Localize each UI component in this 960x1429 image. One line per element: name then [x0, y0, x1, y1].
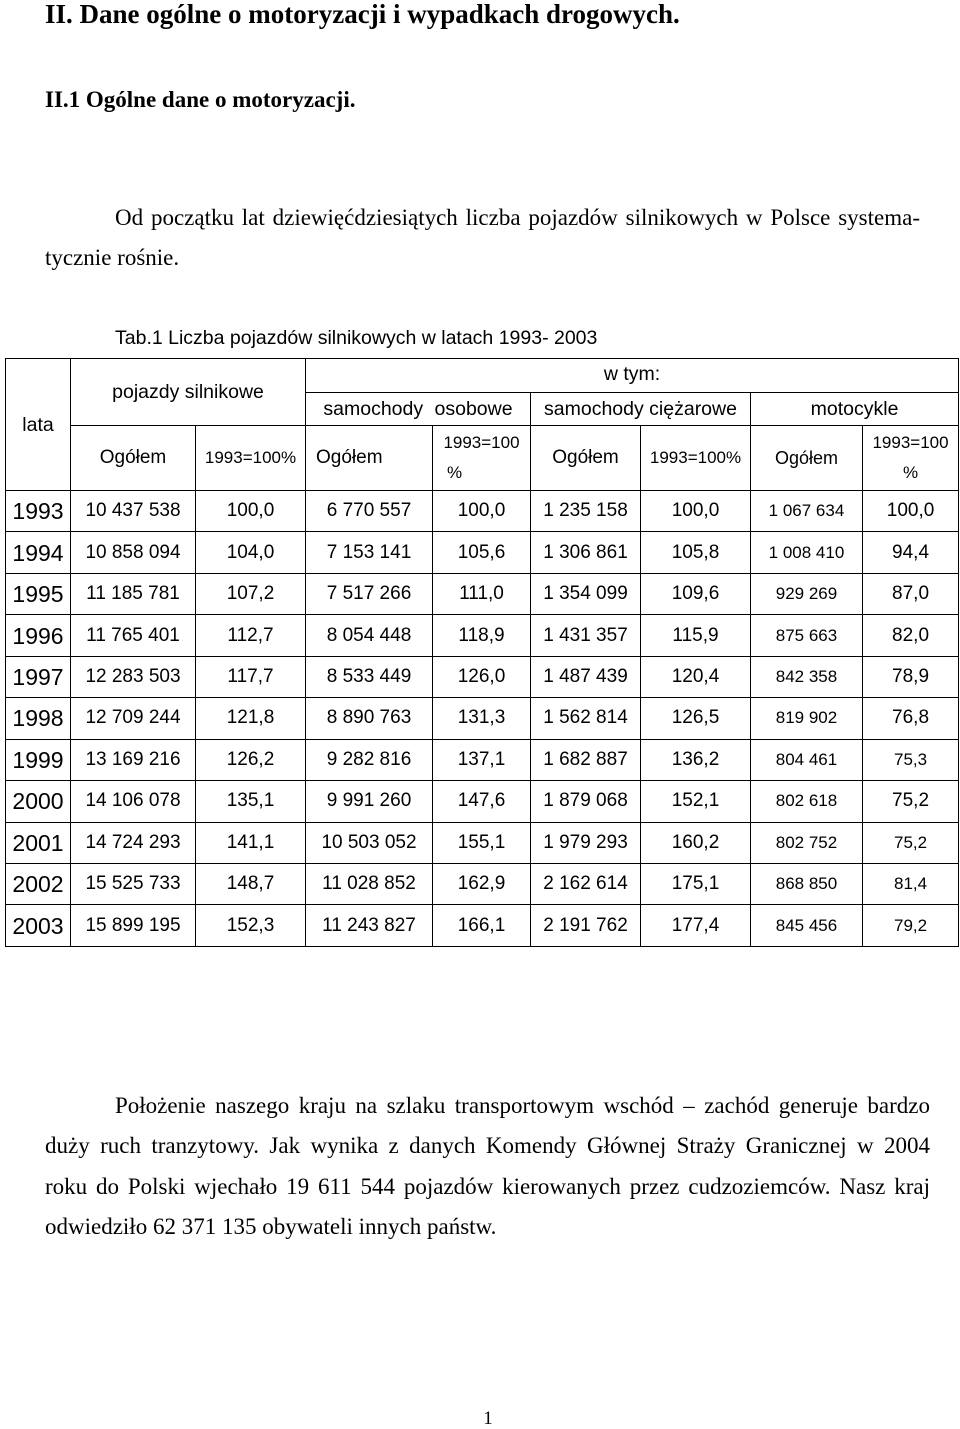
vehicles-index-cell: 112,7	[196, 615, 306, 656]
motorcycles-index-cell: 75,3	[863, 739, 959, 780]
table-row	[6, 739, 959, 780]
header-passenger-cars: samochody osobowe	[306, 393, 531, 426]
intro-paragraph-line: tycznie rośnie.	[45, 245, 180, 270]
table-row	[6, 698, 959, 739]
passenger-cars-index-cell: 131,3	[433, 698, 531, 739]
table-row	[6, 781, 959, 822]
subheader-passenger-cars-total: Ogółem	[306, 426, 433, 491]
trucks-total-cell: 1 487 439	[531, 656, 641, 697]
trucks-total-cell: 1 879 068	[531, 781, 641, 822]
passenger-cars-index-cell: 105,6	[433, 532, 531, 573]
table-row	[6, 573, 959, 614]
year-cell: 1995	[6, 573, 71, 614]
header-motor-vehicles: pojazdy silnikowe	[71, 359, 306, 426]
passenger-cars-index-cell: 137,1	[433, 739, 531, 780]
motorcycles-total-cell: 842 358	[751, 656, 863, 697]
year-cell: 2003	[6, 905, 71, 946]
trucks-index-cell: 100,0	[641, 491, 751, 532]
trucks-total-cell: 1 306 861	[531, 532, 641, 573]
subheader-passenger-cars-index	[433, 426, 531, 491]
trucks-index-cell: 120,4	[641, 656, 751, 697]
trucks-total-cell: 1 354 099	[531, 573, 641, 614]
passenger-cars-index-cell: 162,9	[433, 863, 531, 904]
transit-paragraph-line: Położenie naszego kraju na szlaku transportowym wschód – zachód generuje bardzo	[115, 1093, 930, 1118]
trucks-index-cell: 175,1	[641, 863, 751, 904]
passenger-cars-index-cell: 111,0	[433, 573, 531, 614]
header-row-subheaders	[6, 426, 959, 491]
vehicles-index-cell: 100,0	[196, 491, 306, 532]
subheader-vehicles-total: Ogółem	[71, 426, 196, 491]
vehicles-total-cell: 15 899 195	[71, 905, 196, 946]
header-years: lata	[6, 359, 71, 491]
table-row	[6, 905, 959, 946]
header-motorcycles: motocykle	[751, 393, 959, 426]
header-row-groups	[6, 359, 959, 393]
passenger-cars-index-cell: 100,0	[433, 491, 531, 532]
passenger-cars-total-cell: 7 517 266	[306, 573, 433, 614]
chapter-heading: II. Dane ogólne o motoryzacji i wypadkach drogowych.	[45, 0, 680, 29]
vehicles-index-cell: 126,2	[196, 739, 306, 780]
trucks-index-cell: 136,2	[641, 739, 751, 780]
vehicles-table	[5, 358, 959, 947]
passenger-cars-total-cell: 9 991 260	[306, 781, 433, 822]
motorcycles-index-cell: 75,2	[863, 822, 959, 863]
motorcycles-index-cell: 79,2	[863, 905, 959, 946]
subheader-percent-sign: %	[902, 463, 919, 482]
section-heading: II.1 Ogólne dane o motoryzacji.	[45, 87, 356, 112]
trucks-total-cell: 2 162 614	[531, 863, 641, 904]
year-cell: 1999	[6, 739, 71, 780]
vehicles-total-cell: 12 283 503	[71, 656, 196, 697]
passenger-cars-total-cell: 7 153 141	[306, 532, 433, 573]
trucks-index-cell: 126,5	[641, 698, 751, 739]
table-body	[6, 491, 959, 947]
vehicles-index-cell: 121,8	[196, 698, 306, 739]
motorcycles-total-cell: 819 902	[751, 698, 863, 739]
year-cell: 2000	[6, 781, 71, 822]
vehicles-total-cell: 14 724 293	[71, 822, 196, 863]
passenger-cars-total-cell: 11 028 852	[306, 863, 433, 904]
trucks-total-cell: 1 431 357	[531, 615, 641, 656]
trucks-total-cell: 1 682 887	[531, 739, 641, 780]
vehicles-total-cell: 14 106 078	[71, 781, 196, 822]
year-cell: 2001	[6, 822, 71, 863]
year-cell: 1994	[6, 532, 71, 573]
trucks-index-cell: 109,6	[641, 573, 751, 614]
motorcycles-index-cell: 87,0	[863, 573, 959, 614]
table-row	[6, 615, 959, 656]
vehicles-total-cell: 11 765 401	[71, 615, 196, 656]
vehicles-index-cell: 107,2	[196, 573, 306, 614]
subheader-trucks-total: Ogółem	[531, 426, 641, 491]
vehicles-total-cell: 12 709 244	[71, 698, 196, 739]
motorcycles-total-cell: 868 850	[751, 863, 863, 904]
transit-paragraph-line: roku do Polski wjechało 19 611 544 pojazdów kierowanych przez cudzoziemców. Nasz kraj	[45, 1174, 930, 1199]
vehicles-index-cell: 148,7	[196, 863, 306, 904]
motorcycles-total-cell: 802 618	[751, 781, 863, 822]
passenger-cars-index-cell: 166,1	[433, 905, 531, 946]
passenger-cars-index-cell: 118,9	[433, 615, 531, 656]
trucks-total-cell: 2 191 762	[531, 905, 641, 946]
passenger-cars-total-cell: 9 282 816	[306, 739, 433, 780]
passenger-cars-index-cell: 126,0	[433, 656, 531, 697]
vehicles-total-cell: 10 858 094	[71, 532, 196, 573]
year-cell: 2002	[6, 863, 71, 904]
vehicles-total-cell: 15 525 733	[71, 863, 196, 904]
transit-paragraph-line: duży ruch tranzytowy. Jak wynika z danych Komendy Głównej Straży Granicznej w 2004	[45, 1133, 930, 1158]
motorcycles-index-cell: 75,2	[863, 781, 959, 822]
motorcycles-index-cell: 76,8	[863, 698, 959, 739]
trucks-index-cell: 105,8	[641, 532, 751, 573]
motorcycles-index-cell: 81,4	[863, 863, 959, 904]
passenger-cars-index-cell: 155,1	[433, 822, 531, 863]
year-cell: 1996	[6, 615, 71, 656]
table-row	[6, 656, 959, 697]
motorcycles-total-cell: 845 456	[751, 905, 863, 946]
subheader-percent-sign: %	[447, 463, 463, 482]
passenger-cars-total-cell: 6 770 557	[306, 491, 433, 532]
passenger-cars-total-cell: 8 533 449	[306, 656, 433, 697]
motorcycles-index-cell: 78,9	[863, 656, 959, 697]
vehicles-index-cell: 141,1	[196, 822, 306, 863]
subheader-index-label: 1993=100	[443, 433, 520, 452]
page-number: 1	[483, 1408, 493, 1429]
subheader-motorcycles-index	[863, 426, 959, 491]
subheader-trucks-index: 1993=100%	[641, 426, 751, 491]
vehicles-index-cell: 117,7	[196, 656, 306, 697]
passenger-cars-total-cell: 10 503 052	[306, 822, 433, 863]
motorcycles-total-cell: 804 461	[751, 739, 863, 780]
passenger-cars-total-cell: 8 054 448	[306, 615, 433, 656]
header-of-which: w tym:	[306, 359, 959, 393]
vehicles-total-cell: 11 185 781	[71, 573, 196, 614]
intro-paragraph-line: Od początku lat dziewięćdziesiątych liczba pojazdów silnikowych w Polsce systema-	[115, 205, 920, 230]
transit-paragraph-line: odwiedziło 62 371 135 obywateli innych państw.	[45, 1214, 497, 1239]
trucks-total-cell: 1 562 814	[531, 698, 641, 739]
trucks-total-cell: 1 979 293	[531, 822, 641, 863]
vehicles-total-cell: 10 437 538	[71, 491, 196, 532]
motorcycles-total-cell: 875 663	[751, 615, 863, 656]
motorcycles-index-cell: 82,0	[863, 615, 959, 656]
table-caption: Tab.1 Liczba pojazdów silnikowych w latach 1993- 2003	[115, 327, 598, 349]
motorcycles-total-cell: 1 067 634	[751, 491, 863, 532]
vehicles-index-cell: 152,3	[196, 905, 306, 946]
year-cell: 1997	[6, 656, 71, 697]
vehicles-total-cell: 13 169 216	[71, 739, 196, 780]
passenger-cars-index-cell: 147,6	[433, 781, 531, 822]
motorcycles-total-cell: 1 008 410	[751, 532, 863, 573]
vehicles-index-cell: 104,0	[196, 532, 306, 573]
subheader-motorcycles-total: Ogółem	[751, 426, 863, 491]
passenger-cars-total-cell: 8 890 763	[306, 698, 433, 739]
trucks-index-cell: 115,9	[641, 615, 751, 656]
passenger-cars-total-cell: 11 243 827	[306, 905, 433, 946]
year-cell: 1993	[6, 491, 71, 532]
table-row	[6, 491, 959, 532]
motorcycles-total-cell: 929 269	[751, 573, 863, 614]
subheader-index-label: 1993=100	[872, 433, 949, 452]
motorcycles-index-cell: 100,0	[863, 491, 959, 532]
trucks-index-cell: 160,2	[641, 822, 751, 863]
motorcycles-total-cell: 802 752	[751, 822, 863, 863]
vehicles-index-cell: 135,1	[196, 781, 306, 822]
subheader-vehicles-index: 1993=100%	[196, 426, 306, 491]
table-row	[6, 822, 959, 863]
motorcycles-index-cell: 94,4	[863, 532, 959, 573]
table-row	[6, 532, 959, 573]
header-trucks: samochody ciężarowe	[531, 393, 751, 426]
trucks-total-cell: 1 235 158	[531, 491, 641, 532]
trucks-index-cell: 177,4	[641, 905, 751, 946]
year-cell: 1998	[6, 698, 71, 739]
table-row	[6, 863, 959, 904]
trucks-index-cell: 152,1	[641, 781, 751, 822]
